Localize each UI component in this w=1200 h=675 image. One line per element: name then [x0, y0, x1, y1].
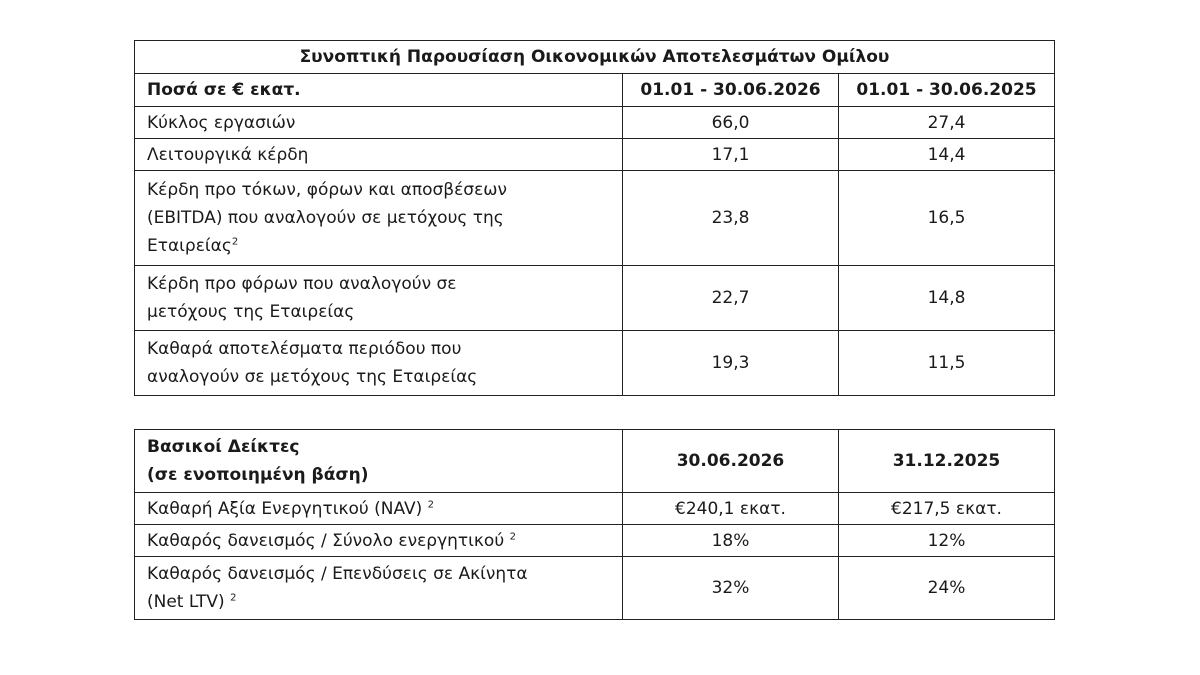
- row-value-2026: 22,7: [623, 266, 839, 331]
- row-value-2025: €217,5 εκατ.: [839, 493, 1055, 525]
- row-label-line: μετόχους της Εταιρείας: [147, 302, 355, 322]
- row-label: [135, 171, 623, 266]
- table-header-row: [135, 430, 1055, 493]
- row-label-line: Κέρδη προ τόκων, φόρων και αποσβέσεων: [147, 180, 508, 200]
- footnote-marker: 2: [231, 236, 239, 248]
- header-date-2026: 30.06.2026: [623, 430, 839, 493]
- header-label-line: Βασικοί Δείκτες: [147, 437, 300, 457]
- row-value-2026: 23,8: [623, 171, 839, 266]
- row-value-2025: 14,8: [839, 266, 1055, 331]
- header-label-line: (σε ενοποιημένη βάση): [147, 465, 369, 485]
- header-period-2026: 01.01 - 30.06.2026: [623, 74, 839, 107]
- row-label-line: (Net LTV): [147, 592, 231, 612]
- row-label-line: Καθαρός δανεισμός / Σύνολο ενεργητικού: [147, 530, 510, 551]
- row-label-line: (EBITDA) που αναλογούν σε μετόχους της: [147, 208, 504, 228]
- row-value-2026: 19,3: [623, 331, 839, 396]
- table-row: [135, 493, 1055, 525]
- row-label-line: Εταιρείας: [147, 236, 232, 256]
- header-indicators-label: [135, 430, 623, 493]
- row-label: [135, 331, 623, 396]
- row-value-2026: 18%: [623, 525, 839, 557]
- row-value-2025: 12%: [839, 525, 1055, 557]
- row-label-line: Καθαρά αποτελέσματα περιόδου που: [147, 339, 462, 359]
- row-label-line: Κύκλος εργασιών: [147, 112, 296, 133]
- row-value-2025: 11,5: [839, 331, 1055, 396]
- footnote-marker: 2: [427, 498, 435, 510]
- row-label: [135, 493, 623, 525]
- row-label-line: Καθαρός δανεισμός / Επενδύσεις σε Ακίνητα: [147, 564, 528, 584]
- row-label: [135, 557, 623, 620]
- table-row: [135, 266, 1055, 331]
- row-label: [135, 266, 623, 331]
- footnote-marker: 2: [509, 530, 516, 542]
- row-label: [135, 139, 623, 171]
- row-label: [135, 525, 623, 557]
- row-value-2025: 27,4: [839, 107, 1055, 139]
- table-header-row: [135, 74, 1055, 107]
- table-row: [135, 107, 1055, 139]
- footnote-marker: 2: [230, 592, 237, 604]
- row-value-2026: €240,1 εκατ.: [623, 493, 839, 525]
- table-row: [135, 331, 1055, 396]
- table-row: [135, 557, 1055, 620]
- header-amounts-label: Ποσά σε € εκατ.: [135, 74, 623, 107]
- header-date-2025: 31.12.2025: [839, 430, 1055, 493]
- table-row: [135, 139, 1055, 171]
- table-title: Συνοπτική Παρουσίαση Οικονομικών Αποτελεσμάτων Ομίλου: [135, 41, 1055, 74]
- row-value-2026: 17,1: [623, 139, 839, 171]
- row-label-line: Λειτουργικά κέρδη: [147, 144, 309, 165]
- table-row: [135, 171, 1055, 266]
- row-value-2026: 66,0: [623, 107, 839, 139]
- table-row: [135, 525, 1055, 557]
- header-period-2025: 01.01 - 30.06.2025: [839, 74, 1055, 107]
- row-value-2025: 16,5: [839, 171, 1055, 266]
- row-value-2025: 24%: [839, 557, 1055, 620]
- table-title-row: [135, 41, 1055, 74]
- row-value-2026: 32%: [623, 557, 839, 620]
- row-value-2025: 14,4: [839, 139, 1055, 171]
- key-indicators-table: [134, 429, 1055, 620]
- row-label: [135, 107, 623, 139]
- financial-results-table: [134, 40, 1055, 396]
- row-label-line: Καθαρή Αξία Ενεργητικού (NAV): [147, 498, 428, 519]
- row-label-line: αναλογούν σε μετόχους της Εταιρείας: [147, 367, 478, 387]
- row-label-line: Κέρδη προ φόρων που αναλογούν σε: [147, 274, 457, 294]
